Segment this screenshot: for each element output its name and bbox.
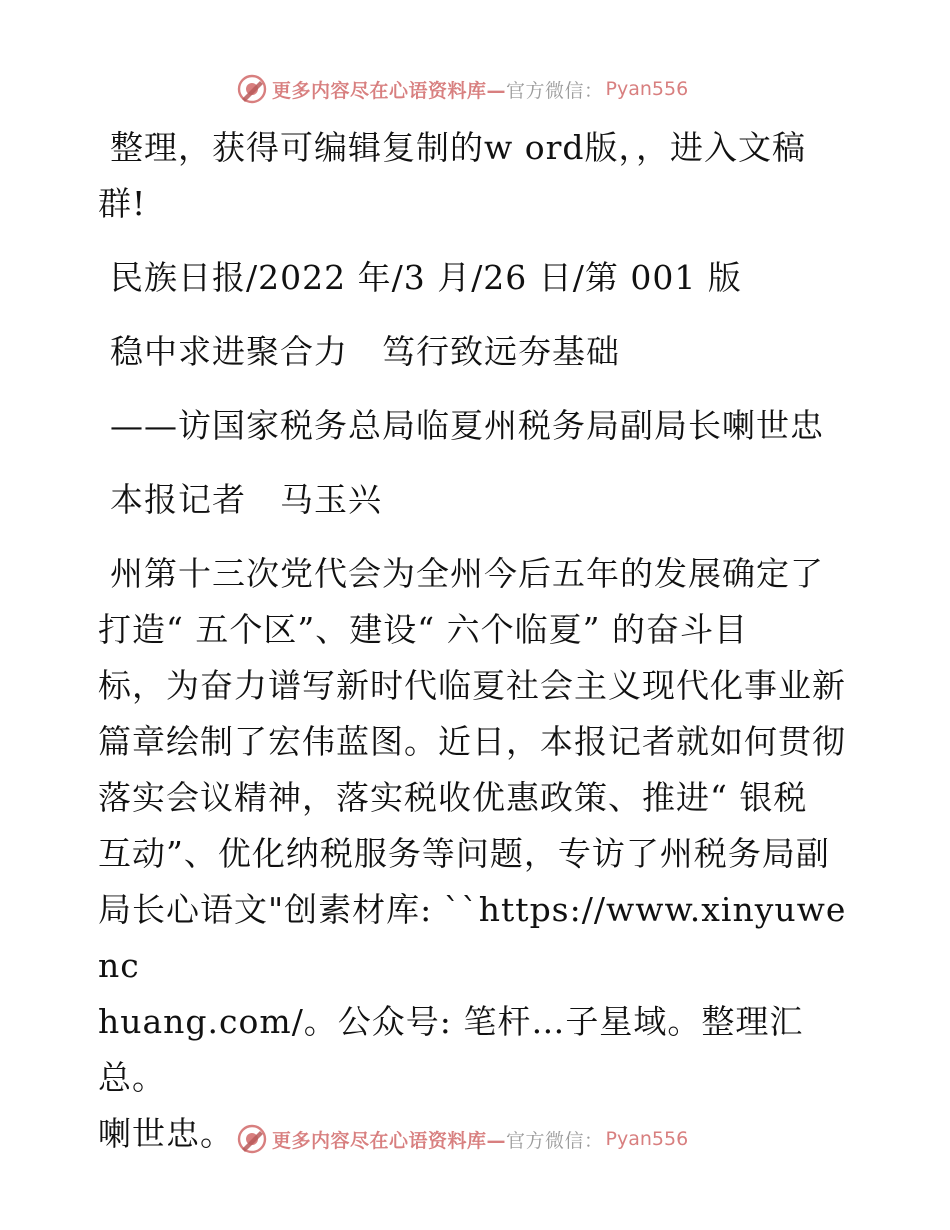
pen-logo-icon — [236, 1123, 268, 1155]
body-line: 互动”、优化纳税服务等问题，专访了州税务局副 — [98, 834, 830, 873]
banner-wechat-id: Pyan556 — [605, 78, 689, 100]
intro-line-1: 整理，获得可编辑复制的w ord版，，进入文稿 — [110, 128, 807, 167]
body-line: 局长心语文"创素材库: ``https://www.xinyuwenc — [98, 890, 847, 985]
body-line: 落实会议精神，落实税收优惠政策、推进“ 银税 — [98, 778, 808, 817]
article-subtitle: ——访国家税务总局临夏州税务局副局长喇世忠 — [110, 406, 824, 445]
body-line: 州第十三次党代会为全州今后五年的发展确定了 — [110, 554, 824, 593]
banner-wechat-label: 官方微信： — [506, 1129, 604, 1152]
article-title: 稳中求进聚合力 笃行致远夯基础 — [110, 332, 620, 371]
banner-main-text: 更多内容尽在心语资料库— — [272, 1129, 507, 1152]
banner-wechat-label: 官方微信： — [506, 79, 604, 102]
article-body — [98, 120, 858, 1162]
banner-main-text: 更多内容尽在心语资料库— — [272, 79, 507, 102]
intro-line-2: 群! — [98, 184, 147, 223]
byline: 本报记者 马玉兴 — [110, 480, 382, 519]
body-line: 篇章绘制了宏伟蓝图。近日，本报记者就如何贯彻 — [98, 722, 846, 761]
body-line: 打造“ 五个区”、建设“ 六个临夏” 的奋斗目 — [98, 610, 748, 649]
dateline: 民族日报/2022 年/3 月/26 日/第 001 版 — [110, 258, 742, 297]
body-line: 标，为奋力谱写新时代临夏社会主义现代化事业新 — [98, 666, 846, 705]
body-line: huang.com/。公众号: 笔杆…子星域。整理汇总。 — [98, 1002, 804, 1097]
body-line: 喇世忠。 — [98, 1114, 234, 1153]
footer-banner — [236, 1122, 716, 1156]
header-banner — [236, 72, 716, 106]
pen-logo-icon — [236, 73, 268, 105]
banner-wechat-id: Pyan556 — [605, 1128, 689, 1150]
